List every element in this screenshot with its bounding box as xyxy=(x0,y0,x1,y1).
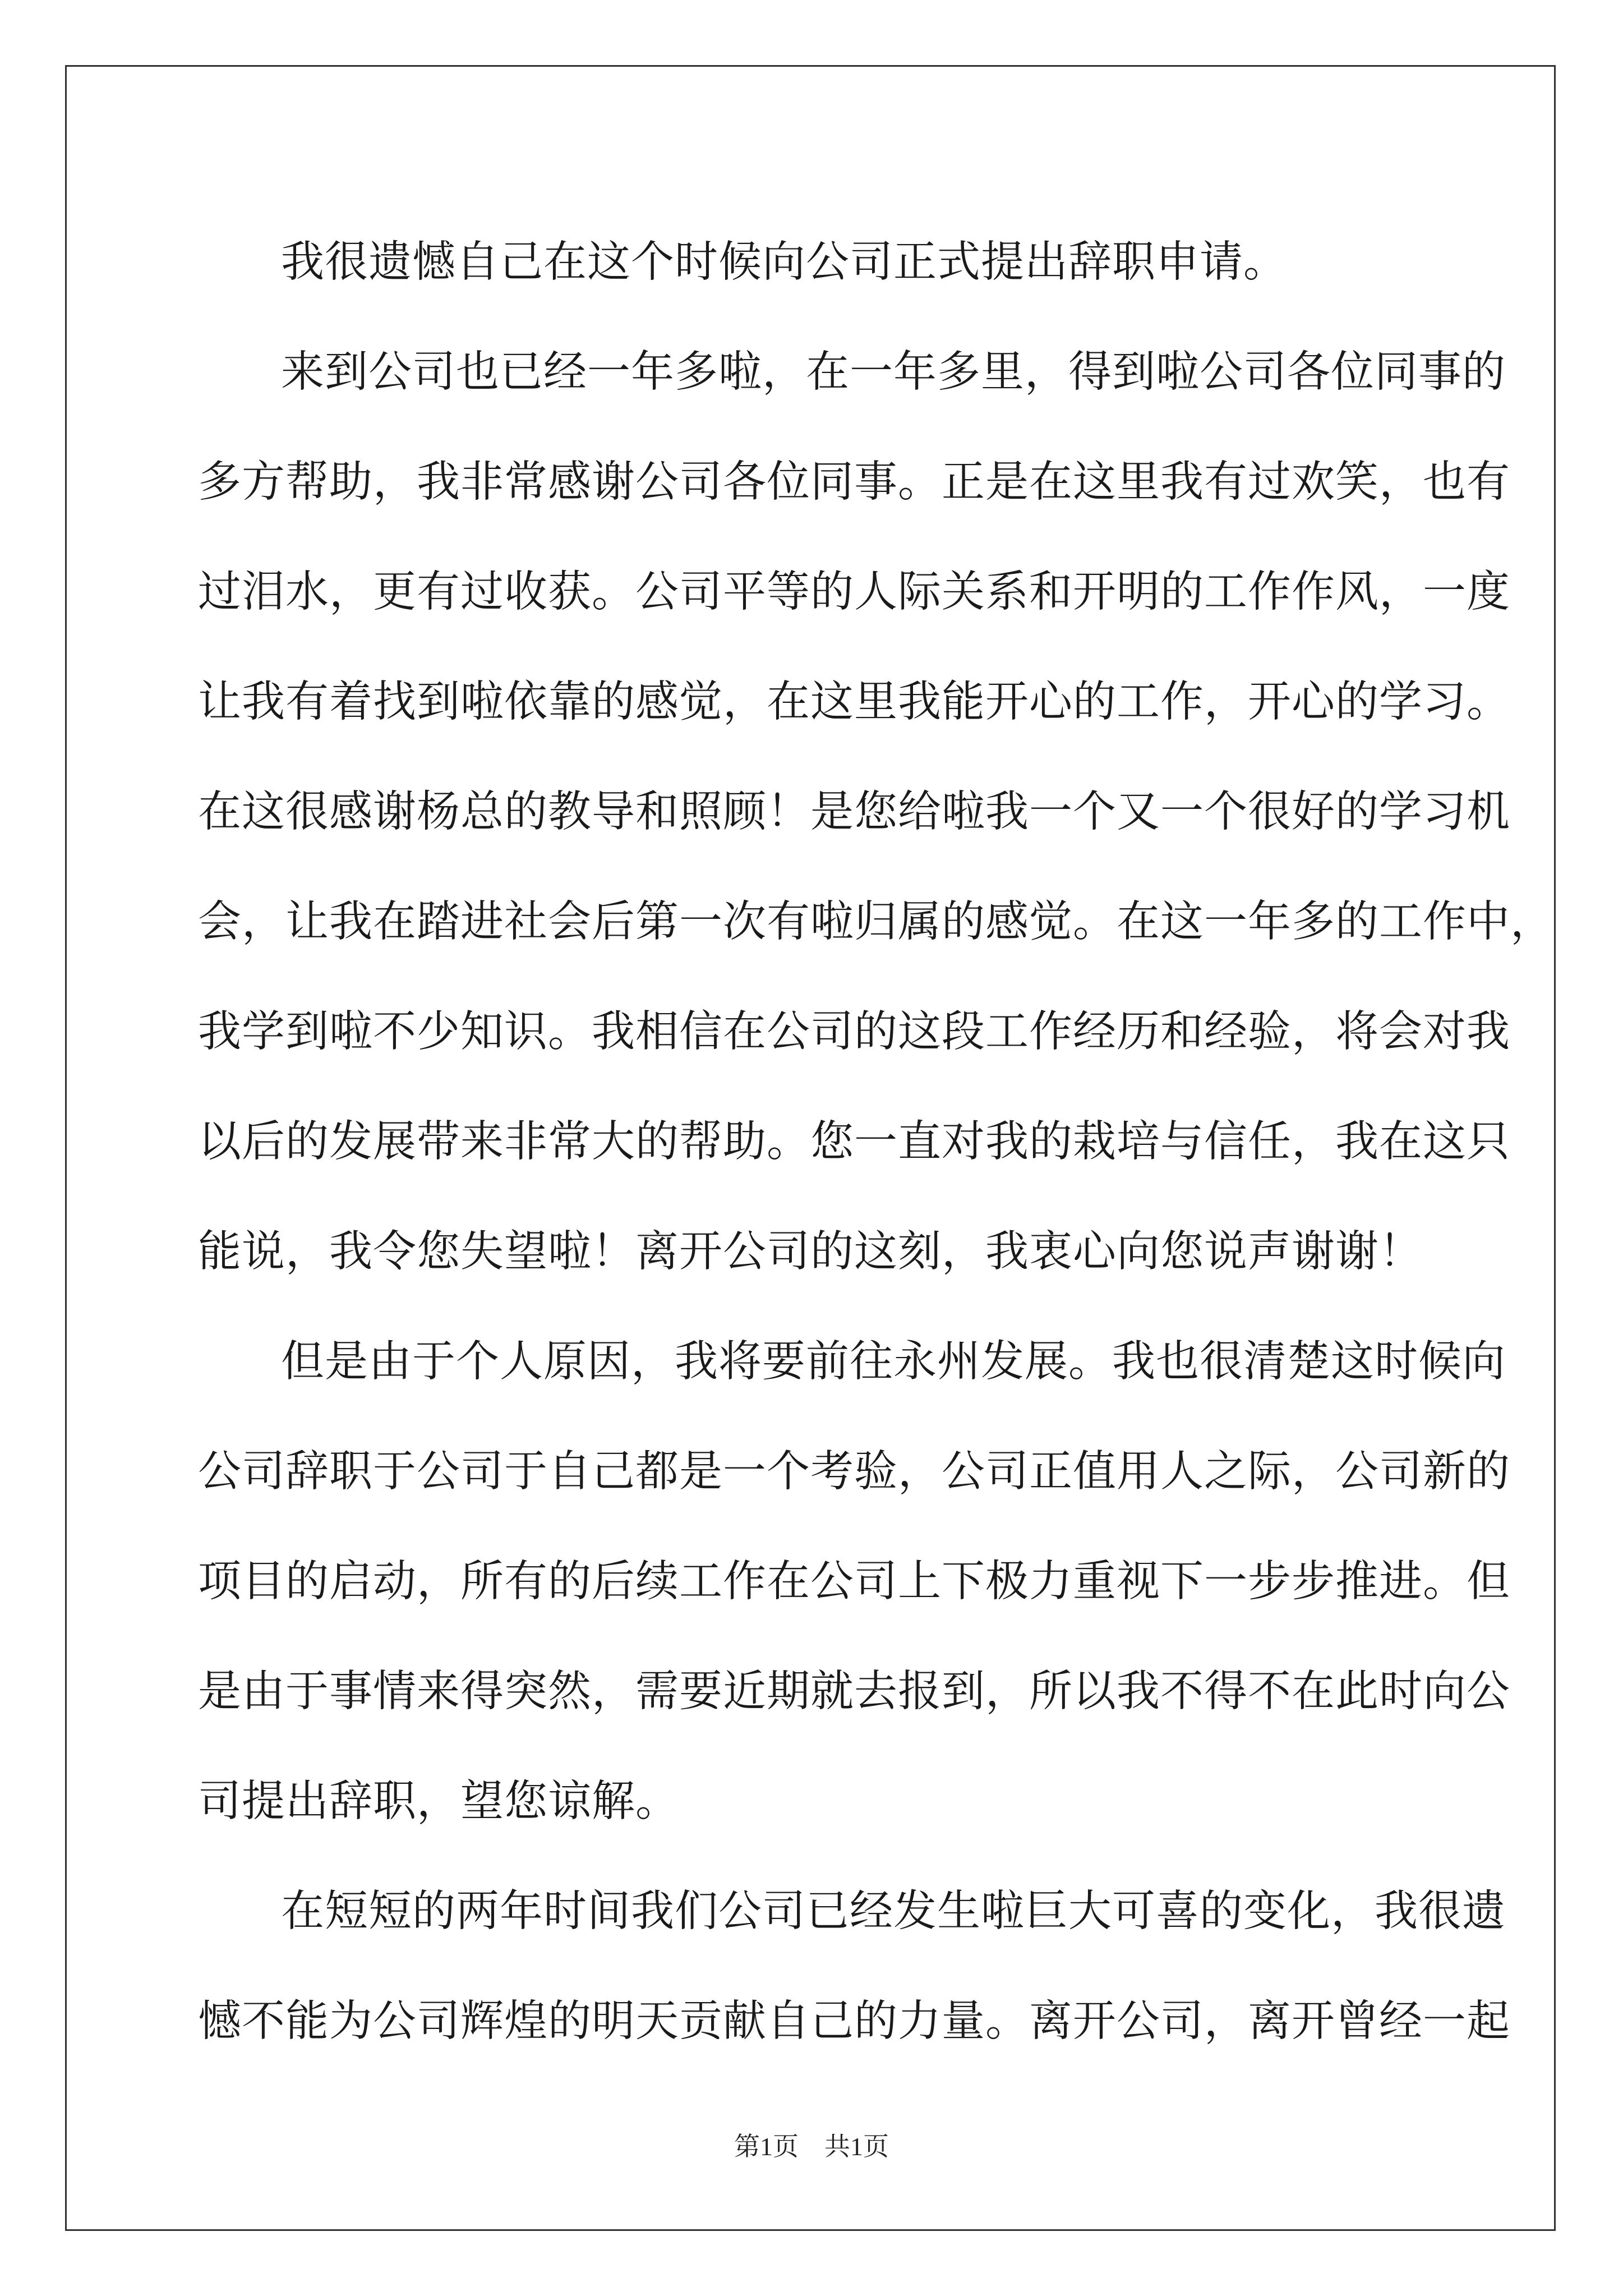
text-line: 项目的启动，所有的后续工作在公司上下极力重视下一步步推进。但 xyxy=(198,1557,1510,1607)
text-line: 在这很感谢杨总的教导和照顾！是您给啦我一个又一个很好的学习机 xyxy=(198,787,1510,837)
page-footer xyxy=(0,2126,1623,2163)
text-line: 是由于事情来得突然，需要近期就去报到，所以我不得不在此时向公 xyxy=(198,1667,1510,1717)
text-line: 多方帮助，我非常感谢公司各位同事。正是在这里我有过欢笑，也有 xyxy=(198,457,1510,507)
text-line: 让我有着找到啦依靠的感觉，在这里我能开心的工作，开心的学习。 xyxy=(198,677,1510,727)
text-line: 我很遗憾自己在这个时候向公司正式提出辞职申请。 xyxy=(281,237,1287,287)
text-line: 能说，我令您失望啦！离开公司的这刻，我衷心向您说声谢谢！ xyxy=(198,1227,1423,1277)
text-line: 会，让我在踏进社会后第一次有啦归属的感觉。在这一年多的工作中， xyxy=(198,897,1554,947)
letter-body xyxy=(198,208,1554,2077)
text-line: 憾不能为公司辉煌的明天贡献自己的力量。离开公司，离开曾经一起 xyxy=(198,1996,1510,2046)
page-number-current: 第1页 xyxy=(734,2132,799,2161)
text-line: 公司辞职于公司于自己都是一个考验，公司正值用人之际，公司新的 xyxy=(198,1447,1510,1497)
text-line: 司提出辞职，望您谅解。 xyxy=(198,1777,679,1826)
text-line: 来到公司也已经一年多啦，在一年多里，得到啦公司各位同事的 xyxy=(281,347,1506,397)
page-number-total: 共1页 xyxy=(824,2132,889,2161)
text-line: 但是由于个人原因，我将要前往永州发展。我也很清楚这时候向 xyxy=(281,1337,1506,1387)
text-line: 以后的发展带来非常大的帮助。您一直对我的栽培与信任，我在这只 xyxy=(198,1117,1510,1167)
text-line: 我学到啦不少知识。我相信在公司的这段工作经历和经验，将会对我 xyxy=(198,1007,1510,1057)
text-line: 在短短的两年时间我们公司已经发生啦巨大可喜的变化，我很遗 xyxy=(281,1887,1506,1936)
text-line: 过泪水，更有过收获。公司平等的人际关系和开明的工作作风，一度 xyxy=(198,567,1510,617)
